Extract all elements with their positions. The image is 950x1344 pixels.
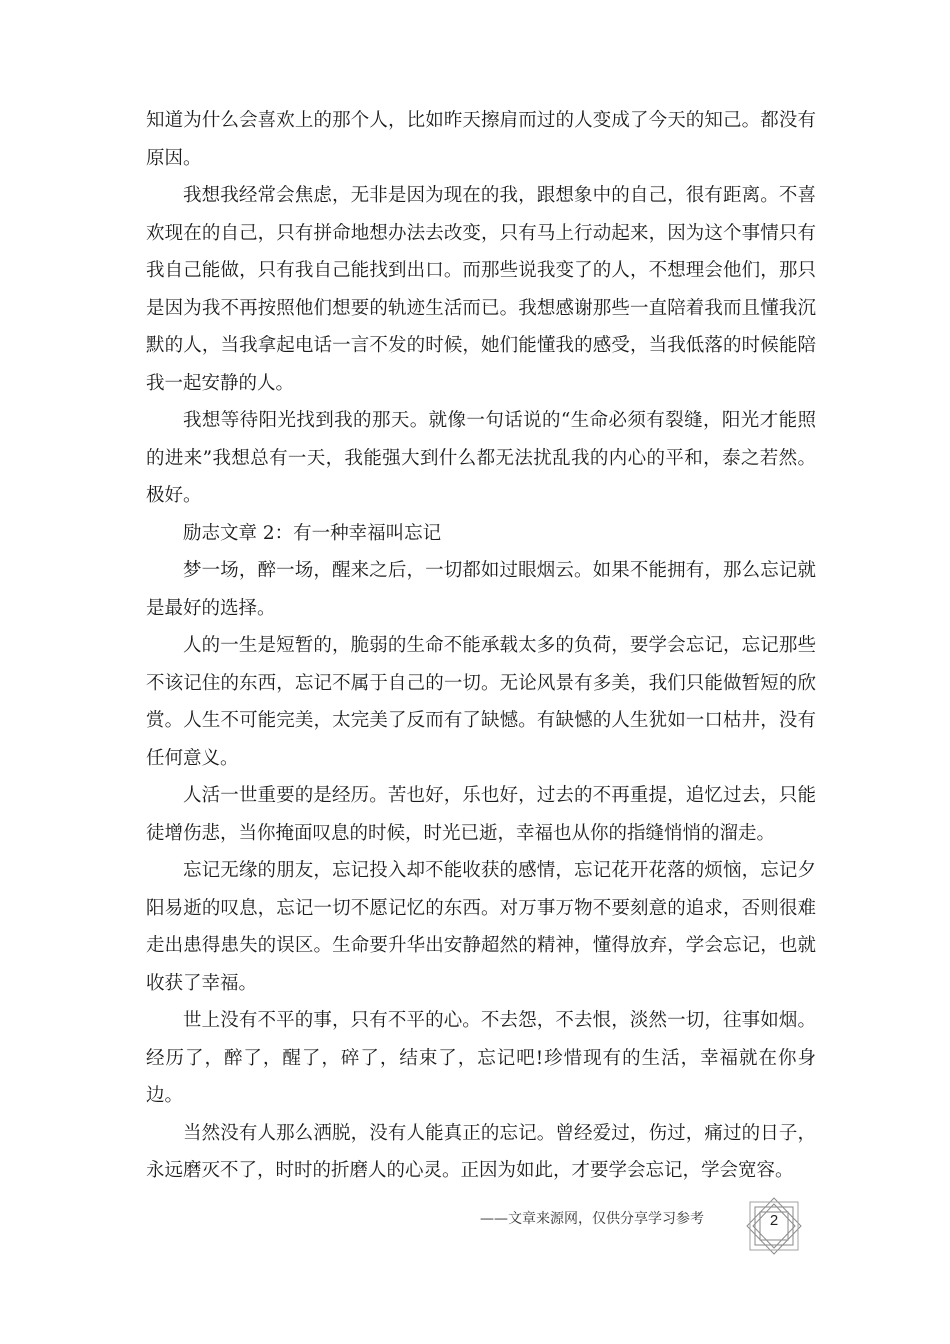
- paragraph: 知道为什么会喜欢上的那个人，比如昨天擦肩而过的人变成了今天的知己。都没有原因。: [146, 110, 816, 169]
- page-number: 2: [769, 1212, 779, 1229]
- paragraph: 我想等待阳光找到我的那天。就像一句话说的“生命必须有裂缝，阳光才能照的进来”我想总有一天，我能强大到什么都无法扰乱我的内心的平和，泰之若然。极好。: [146, 410, 816, 506]
- page-number-badge: [746, 1197, 802, 1255]
- paragraph: 我想我经常会焦虑，无非是因为现在的我，跟想象中的自己，很有距离。不喜欢现在的自己，只有拼命地想办法去改变，只有马上行动起来，因为这个事情只有我自己能做，只有我自己能找到出口。而那些说我变了的人，不想理会他们，那只是因为我不再按照他们想要的轨迹生活而已。我想感谢那些一直陪着我而且懂我沉默的人，当我拿起电话一言不发的时候，她们能懂我的感受，当我低落的时候能陪我一起安静的人。: [146, 185, 816, 394]
- article-body: [146, 102, 816, 1190]
- paragraph: 励志文章 2：有一种幸福叫忘记: [183, 522, 442, 544]
- footer-source-note: ——文章来源网，仅供分享学习参考: [480, 1211, 704, 1227]
- paragraph: 世上没有不平的事，只有不平的心。不去怨，不去恨，淡然一切，往事如烟。经历了，醉了，醒了，碎了，结束了，忘记吧!珍惜现有的生活，幸福就在你身边。: [146, 1010, 816, 1106]
- paragraph: 梦一场，醉一场，醒来之后，一切都如过眼烟云。如果不能拥有，那么忘记就是最好的选择。: [146, 560, 816, 619]
- paragraph: 当然没有人那么洒脱，没有人能真正的忘记。曾经爱过，伤过，痛过的日子，永远磨灭不了，时时的折磨人的心灵。正因为如此，才要学会忘记，学会宽容。: [146, 1122, 816, 1181]
- paragraph: 人活一世重要的是经历。苦也好，乐也好，过去的不再重提，追忆过去，只能徒增伤悲，当你掩面叹息的时候，时光已逝，幸福也从你的指缝悄悄的溜走。: [146, 785, 816, 844]
- paragraph: 人的一生是短暂的，脆弱的生命不能承载太多的负荷，要学会忘记，忘记那些不该记住的东西，忘记不属于自己的一切。无论风景有多美，我们只能做暂短的欣赏。人生不可能完美，太完美了反而有了缺憾。有缺憾的人生犹如一口枯井，没有任何意义。: [146, 635, 816, 769]
- paragraph: 忘记无缘的朋友，忘记投入却不能收获的感情，忘记花开花落的烦恼，忘记夕阳易逝的叹息，忘记一切不愿记忆的东西。对万事万物不要刻意的追求，否则很难走出患得患失的误区。生命要升华出安静超然的精神，懂得放弃，学会忘记，也就收获了幸福。: [146, 860, 816, 994]
